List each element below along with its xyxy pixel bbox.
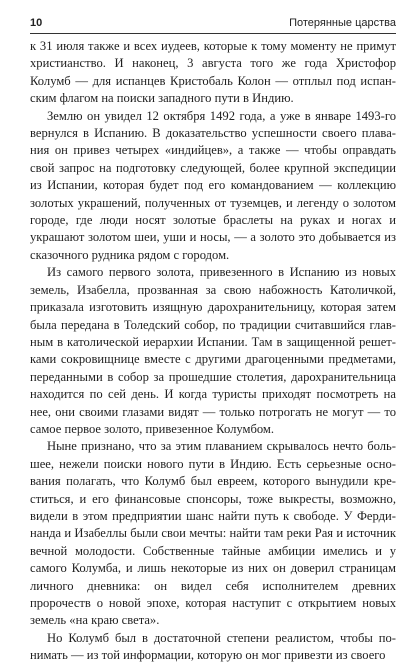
page-number: 10: [30, 17, 43, 29]
running-title: Потерянные царства: [289, 17, 396, 29]
paragraph-3: Из самого первого золота, привезенного в Испанию из новых земель, Изабелла, прозванная за свою набожность Католичкой, приказала изготовить изящную дарохранительницу, которая затем была передана в Толедский собор, по традиции считавшийся главным в католической иерархии Испании. Там в защищенной решетками сокровищнице вместе с другими драгоценными предметами, переданными в собор за прошедшие столетия, дарохранительница находится по сей день. И когда туристы приходят посмотреть на нее, они своими глазами видят — только потрогать не могут — то самое первое золото, привезенное Колумбом.: [30, 265, 396, 436]
header-divider: [30, 33, 396, 34]
paragraph-2: Землю он увидел 12 октября 1492 года, а уже в январе 1493-го вернулся в Испанию. В доказательство успешности своего плавания он привез четырех «индийцев», а также — чтобы оправдать свой запрос на подготовку следующей, более крупной экспедиции из Испании, которая будет под его командованием — коллекцию золотых украшений, полученных от туземцев, и легенду о золотом городе, где люди носят золотые браслеты на руках и ногах и украшают золотом шеи, уши и носы, — а золото это добывается из сказочного рудника рядом с городом.: [30, 108, 396, 262]
paragraph-5: Но Колумб был в достаточной степени реалистом, чтобы понимать — из той информации, которую он мог привезти из своего: [30, 630, 396, 663]
paragraph-1: к 31 июля также и всех иудеев, которые к тому моменту не примут христианство. И наконец, 3 августа того же года Христофор Колумб — для испанцев Кристобаль Колон — отплыл под испанским флагом на поиски западного пути в Индию.: [30, 39, 396, 106]
running-header: [30, 14, 396, 32]
body-text: [30, 38, 396, 665]
paragraph-4: Ныне признано, что за этим плаванием скрывалось нечто большее, нежели поиски нового пути в Индию. Есть серьезные основания полагать, что Колумб был евреем, которого вынудили креститься, и его финансовые спонсоры, тоже выкресты, возможно, видели в этом предприятии шанс найти путь к свободе. У Фердинанда и Изабеллы были свои мечты: найти там реки Рая и источник вечной молодости. Собственные тайные амбиции имелись и у самого Колумба, и лишь некоторые из них он доверил страницам личного дневника: он видел себя исполнителем древних пророчеств о новой эпохе, которая наступит с открытием новых земель «на краю света».: [30, 439, 396, 628]
